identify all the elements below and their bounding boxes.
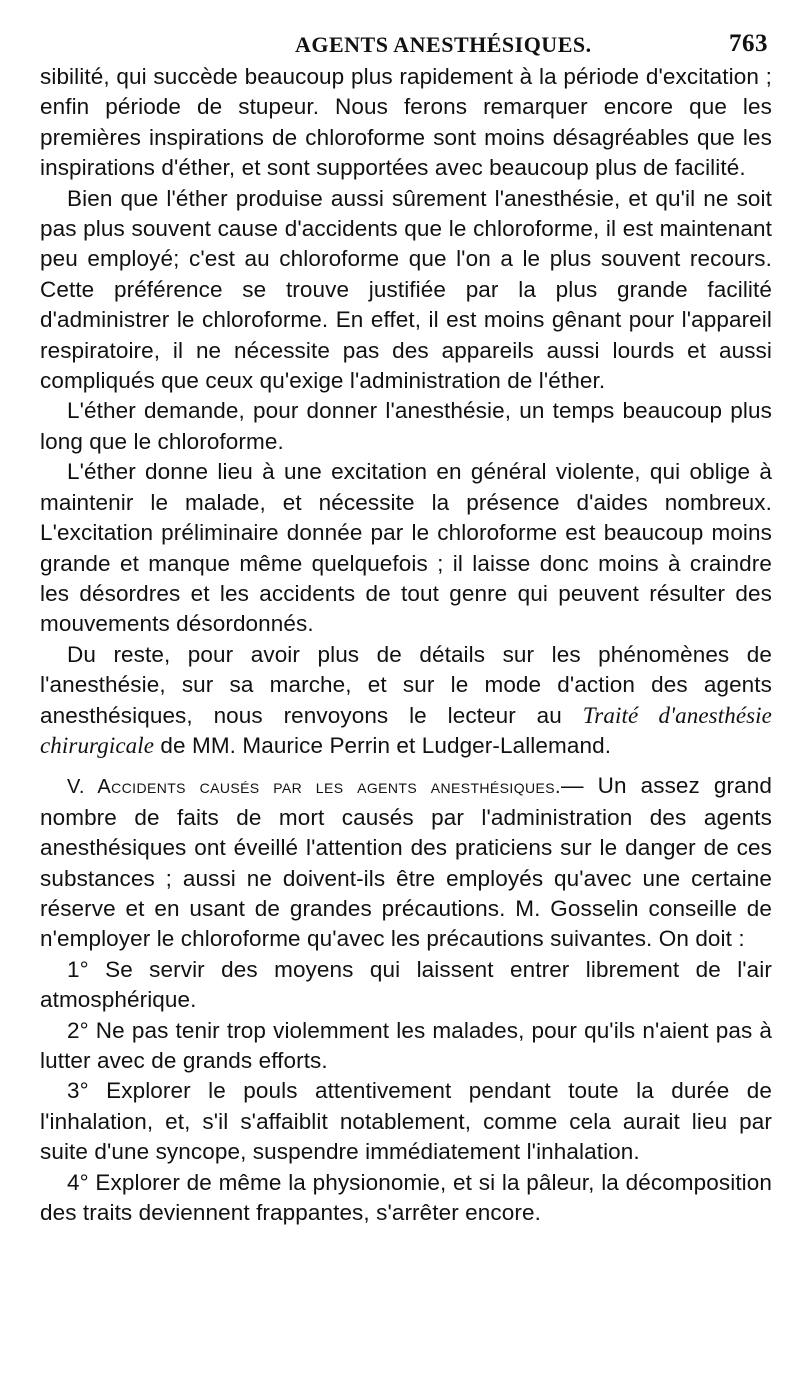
paragraph-reference — [40, 640, 772, 762]
section-text: — Un assez grand nombre de faits de mort causés par l'administration des agents anesthésiques ont éveillé l'attention des praticiens sur le danger de ces substances ; aussi ne doivent-ils être employés qu'avec une certaine réserve et en usant de grandes précautions. M. Gosselin conseille de n'employer le chloroforme qu'avec les précautions suivantes. On doit : — [40, 773, 772, 952]
list-item-2: 2° Ne pas tenir trop violemment les malades, pour qu'ils n'aient pas à lutter avec de grands efforts. — [40, 1017, 772, 1073]
reference-book-title: Traité d'anesthésie chirurgicale — [40, 702, 772, 758]
section-paragraph — [40, 771, 772, 954]
section-heading: V. Accidents causés par les agents anesthésiques. — [67, 776, 561, 799]
list-item-4: 4° Explorer de même la physionomie, et si la pâleur, la décomposition des traits deviennent frappantes, s'arrêter encore. — [40, 1169, 772, 1226]
page-number: 763 — [729, 30, 768, 57]
paragraph-ether-vs-chloroform: Bien que l'éther produise aussi sûrement l'anesthésie, et qu'il ne soit pas plus souvent cause d'accidents que le chloroforme, il est maintenant peu employé; c'est au chloroforme que l'on a le plus souvent recours. Cette préférence se trouve justifiée par la plus grande facilité d'administrer le chloroforme. En effet, il est moins gênant pour l'appareil respiratoire, il ne nécessite pas des appareils aussi lourds et aussi compliqués que ceux qu'exige l'administration de l'éther. — [40, 185, 772, 394]
paragraph-continuation: sibilité, qui succède beaucoup plus rapidement à la période d'excitation ; enfin période de stupeur. Nous ferons remarquer encore que les premières inspirations de chloroforme sont moins désagréables que les inspirations d'éther, et sont supportées avec beaucoup plus de facilité. — [40, 64, 772, 181]
reference-text-before: Du reste, pour avoir plus de détails sur les phénomènes de l'anesthésie, sur sa marche, et sur le mode d'action des agents anesthésiques, nous renvoyons le lecteur au — [40, 641, 772, 728]
paragraph-ether-time: L'éther demande, pour donner l'anesthésie, un temps beaucoup plus long que le chloroforme. — [40, 398, 772, 454]
list-item-1: 1° Se servir des moyens qui laissent entrer librement de l'air atmosphérique. — [40, 956, 772, 1013]
running-title: AGENTS ANESTHÉSIQUES. — [295, 32, 592, 57]
body-text — [40, 62, 772, 1228]
running-head — [40, 28, 772, 62]
list-item-3: 3° Explorer le pouls attentivement pendant toute la durée de l'inhalation, et, s'il s'affaiblit notablement, comme cela aurait lieu par suite d'une syncope, suspendre immédiatement l'inhalation. — [40, 1078, 772, 1165]
paragraph-ether-excitation: L'éther donne lieu à une excitation en général violente, qui oblige à maintenir le malade, et nécessite la présence d'aides nombreux. L'excitation préliminaire donnée par le chloroforme est beaucoup moins grande et manque même quelquefois ; il laisse donc moins à craindre les désordres et les accidents de tout genre qui peuvent résulter des mouvements désordonnés. — [40, 459, 772, 637]
reference-text-after: de MM. Maurice Perrin et Ludger-Lallemand. — [154, 732, 612, 758]
